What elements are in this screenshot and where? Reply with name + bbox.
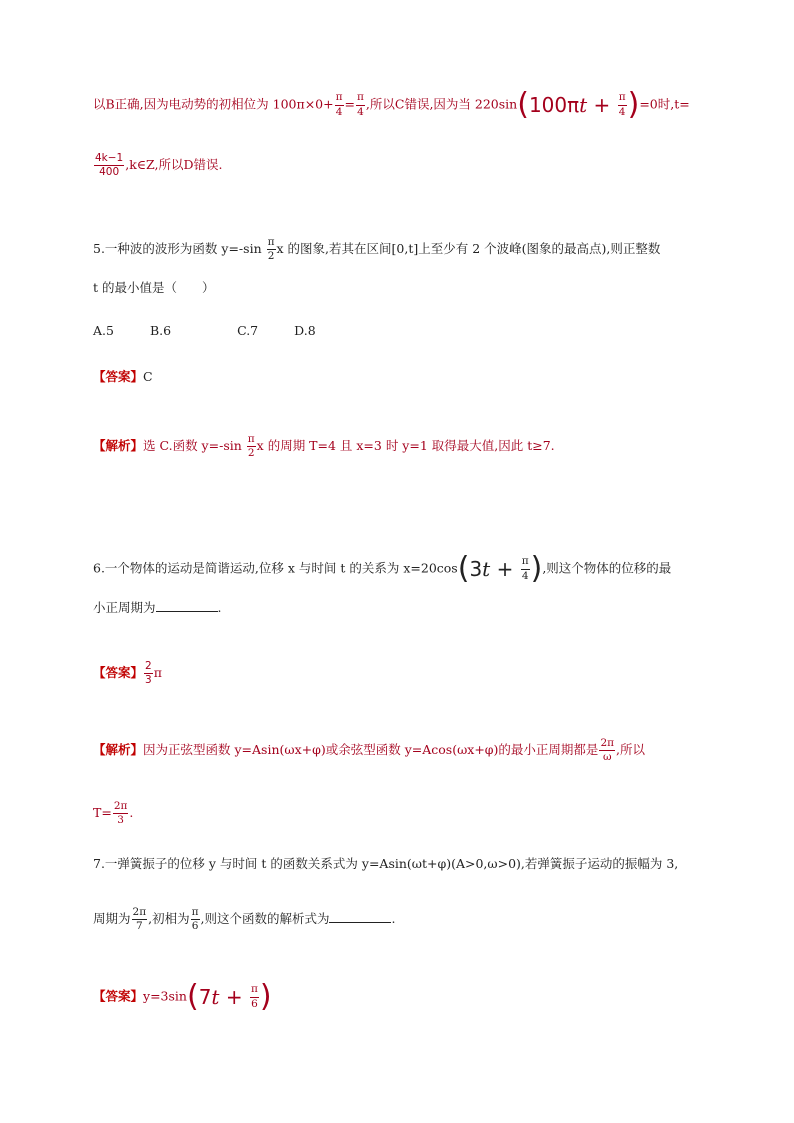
fraction-pi-over-4: $\frac{\pi}{4}$ <box>521 555 529 582</box>
fraction-2-over-3: $\frac{2}{3}$ <box>145 660 152 687</box>
solution-line-1: 以B正确,因为电动势的初相位为 100π×0+ $\frac{\pi}{4}$ = $\frac{\pi}{4}$ ,所以C错误,因为当 220sin(100πt + $\frac{\pi}{4}$ )=0时,t= <box>93 87 690 122</box>
question-6-line-2: 小正周期为 . <box>93 600 222 615</box>
fraction-pi-over-2: $\frac{\pi}{2}$ <box>267 236 275 263</box>
fraction-2pi-over-3: $\frac{2\pi}{3}$ <box>113 800 128 827</box>
answer-tag: 【答案】 <box>93 665 144 681</box>
question-5-line-1: 5.一种波的波形为函数 y=-sin $\frac{\pi}{2}$ x 的图象,若其在区间[0,t]上至少有 2 个波峰(图象的最高点),则正整数 <box>93 236 661 263</box>
analysis-tag: 【解析】 <box>93 438 144 454</box>
math-argument: 100πt + <box>528 93 617 117</box>
question-5-analysis: 【解析】选 C.函数 y=-sin $\frac{\pi}{2}$ x 的周期 T=4 且 x=3 时 y=1 取得最大值,因此 t≥7. <box>93 433 555 460</box>
question-5-answer: 【答案】C <box>93 369 153 384</box>
math-argument: 7t + <box>198 985 249 1009</box>
answer-blank <box>329 911 391 923</box>
fraction-2pi-over-7: $\frac{2\pi}{7}$ <box>132 906 147 933</box>
question-7-line-1: 7.一弹簧振子的位移 y 与时间 t 的函数关系式为 y=Asin(ωt+φ)(A>0,ω>0),若弹簧振子运动的振幅为 3, <box>93 856 679 871</box>
fraction-pi-over-6: $\frac{\pi}{6}$ <box>191 906 199 933</box>
question-5-line-2: t 的最小值是（ ） <box>93 280 215 295</box>
option-c: C.7 <box>237 323 259 338</box>
fraction-pi-over-2: $\frac{\pi}{2}$ <box>247 433 255 460</box>
fraction-pi-over-4: $\frac{\pi}{4}$ <box>618 91 626 118</box>
fraction-pi-over-4: $\frac{\pi}{4}$ <box>357 91 364 118</box>
fraction-pi-over-4: $\frac{\pi}{4}$ <box>335 91 343 118</box>
question-6-analysis-line-1: 【解析】因为正弦型函数 y=Asin(ωx+φ)或余弦型函数 y=Acos(ωx+φ)的最小正周期都是 $\frac{2\pi}{\omega}$ ,所以 <box>93 737 646 764</box>
math-argument: 3t + <box>469 557 520 581</box>
fraction-2pi-over-omega: $\frac{2\pi}{\omega}$ <box>600 737 615 764</box>
fraction-pi-over-6: $\frac{\pi}{6}$ <box>250 983 258 1010</box>
solution-line-2: $\frac{4k-1}{400}$ ,k∈Z,所以D错误. <box>95 152 223 179</box>
analysis-tag: 【解析】 <box>93 742 144 758</box>
question-7-line-2: 周期为 $\frac{2\pi}{7}$ ,初相为 $\frac{\pi}{6}$ ,则这个函数的解析式为 . <box>93 906 396 933</box>
question-6-analysis-line-2: T= $\frac{2\pi}{3}$ . <box>93 800 134 827</box>
answer-tag: 【答案】 <box>93 369 144 384</box>
fraction-4k-1-over-400: $\frac{4k-1}{400}$ <box>95 152 124 179</box>
answer-tag: 【答案】 <box>93 988 144 1004</box>
question-7-answer: 【答案】y=3sin(7t + $\frac{\pi}{6}$ ) <box>93 979 272 1014</box>
question-5-options <box>93 325 316 338</box>
option-b: B.6 <box>149 323 172 338</box>
option-a: A.5 <box>93 323 114 338</box>
question-6-line-1: 6.一个物体的运动是简谐运动,位移 x 与时间 t 的关系为 x=20cos(3t + $\frac{\pi}{4}$ ),则这个物体的位移的最 <box>93 551 672 586</box>
question-6-answer: 【答案】 $\frac{2}{3}$ π <box>93 660 162 687</box>
answer-blank <box>156 600 218 612</box>
option-d: D.8 <box>294 323 316 338</box>
